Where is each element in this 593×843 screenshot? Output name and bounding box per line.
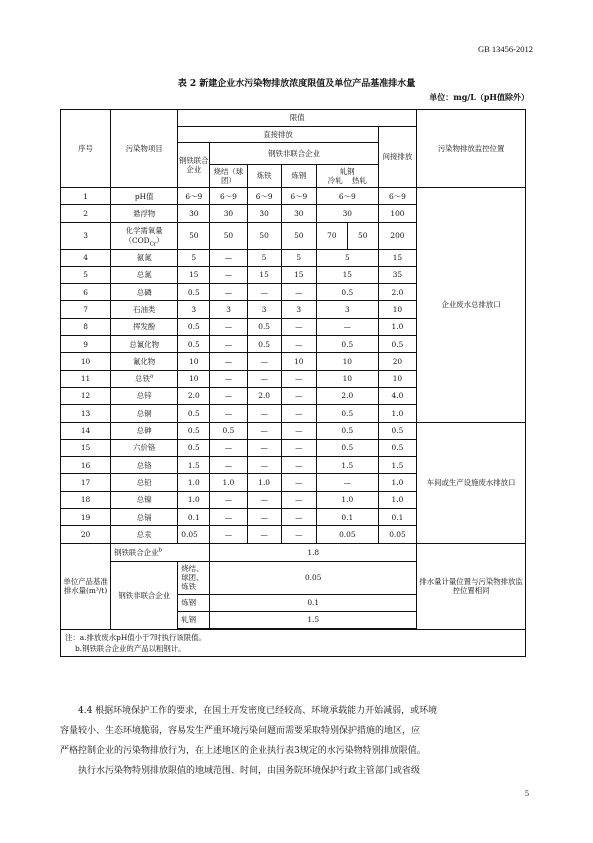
table-cell: — xyxy=(247,353,281,370)
standard-code: GB 13456-2012 xyxy=(477,44,533,54)
table-cell: — xyxy=(247,457,281,474)
table-notes xyxy=(61,629,526,656)
table-cell: — xyxy=(210,284,247,301)
table-cell: 3 xyxy=(178,301,210,318)
table-cell: 15 xyxy=(281,266,316,283)
table-cell: 5 xyxy=(316,249,378,266)
table-cell: — xyxy=(281,474,316,491)
pollutant-name: 氟化物 xyxy=(111,353,178,370)
table-cell: 0.5 xyxy=(316,284,378,301)
pollutant-name: 总砷 xyxy=(111,422,178,439)
table-cell: 0.5 xyxy=(378,336,416,353)
table-cell: 50 xyxy=(210,222,247,249)
table-cell: 6～9 xyxy=(178,188,210,205)
pollutant-name: 总铬 xyxy=(111,457,178,474)
table-cell: 10 xyxy=(281,353,316,370)
table-cell: 5 xyxy=(281,249,316,266)
table-cell: — xyxy=(247,370,281,387)
table-cell: 3 xyxy=(247,301,281,318)
table-cell: 0.5 xyxy=(378,422,416,439)
table-cell: 1.0 xyxy=(210,474,247,491)
table-cell: 10 xyxy=(178,353,210,370)
table-cell: 2.0 xyxy=(378,284,416,301)
page-number: 5 xyxy=(525,789,529,798)
table-cell: 15 xyxy=(316,266,378,283)
header-indirect: 间接排放 xyxy=(378,127,416,188)
table-cell: 0.5 xyxy=(178,439,210,456)
table-row xyxy=(61,422,526,439)
table-cell: — xyxy=(281,336,316,353)
header-limit: 限值 xyxy=(178,110,417,127)
header-hot: 热轧 xyxy=(352,176,367,185)
table-cell: 3 xyxy=(210,301,247,318)
table-cell: 14 xyxy=(61,422,111,439)
body-line: 执行水污染物特别排放限值的地域范围、时间，由国务院环境保护行政主管部门或省级 xyxy=(78,766,421,776)
table-cell: 18 xyxy=(61,491,111,508)
pollutant-name: 总铜 xyxy=(111,405,178,422)
table-cell: 8 xyxy=(61,318,111,335)
table-cell: 0.5 xyxy=(378,439,416,456)
pollutant-name: 石油类 xyxy=(111,301,178,318)
table-cell: — xyxy=(210,405,247,422)
table-cell: 6～9 xyxy=(378,188,416,205)
table-cell: 30 xyxy=(247,205,281,222)
table-cell: 20 xyxy=(378,353,416,370)
table-cell: 10 xyxy=(378,370,416,387)
table-cell: 13 xyxy=(61,405,111,422)
table-cell: 1.0 xyxy=(178,474,210,491)
table-cell: 0.5 xyxy=(247,318,281,335)
header-steelmaking: 炼钢 xyxy=(281,165,316,188)
table-cell: 1.0 xyxy=(378,405,416,422)
pollutant-name: 悬浮物 xyxy=(111,205,178,222)
table-cell: — xyxy=(210,266,247,283)
table-cell: 6～9 xyxy=(316,188,378,205)
table-cell: — xyxy=(210,249,247,266)
table-cell: 0.5 xyxy=(316,422,378,439)
table-cell: 0.5 xyxy=(210,422,247,439)
table-cell: — xyxy=(281,526,316,543)
table-cell: — xyxy=(281,318,316,335)
table-cell: 6～9 xyxy=(210,188,247,205)
table-cell: — xyxy=(281,405,316,422)
table-cell: 20 xyxy=(61,526,111,543)
table-cell: 10 xyxy=(61,353,111,370)
pollutant-name: 总镍 xyxy=(111,491,178,508)
table-cell: — xyxy=(247,405,281,422)
table-cell: 100 xyxy=(378,205,416,222)
pollutant-name: 总铁$^a$ xyxy=(111,370,178,387)
drainage-non-combined-label: 钢铁非联合企业 xyxy=(111,561,178,629)
table-cell: — xyxy=(281,457,316,474)
table-cell: 5 xyxy=(178,249,210,266)
monitor-location-drainage: 排水量计量位置与污染物排放监控位置相同 xyxy=(417,543,526,629)
table-cell: 5 xyxy=(247,249,281,266)
monitor-location-total: 企业废水总排放口 xyxy=(417,188,526,423)
table-cell: 2.0 xyxy=(247,387,281,404)
table-cell: 1.0 xyxy=(316,491,378,508)
body-line: 严格控制企业的污染物排放行为，在上述地区的企业执行表3规定的水污染物特别排放限值。 xyxy=(60,746,426,756)
table-cell: — xyxy=(210,336,247,353)
header-cold: 冷轧 xyxy=(327,176,343,185)
clause-4-4 xyxy=(60,707,530,787)
table-cell: 50 xyxy=(247,222,281,249)
table-cell: — xyxy=(281,422,316,439)
table-cell: 6～9 xyxy=(247,188,281,205)
table-cell: — xyxy=(210,509,247,526)
table-cell: 10 xyxy=(316,370,378,387)
table-cell: — xyxy=(210,491,247,508)
pollutant-name: 六价铬 xyxy=(111,439,178,456)
table-unit: 单位：mg/L（pH值除外） xyxy=(429,92,529,102)
header-rolling xyxy=(316,165,378,188)
header-monitor: 污染物排放监控位置 xyxy=(417,110,526,188)
pollutant-name: 总镉 xyxy=(111,509,178,526)
table-cell: — xyxy=(210,387,247,404)
table-cell: 2 xyxy=(61,205,111,222)
table-cell: 30 xyxy=(316,205,378,222)
table-cell: 3 xyxy=(61,222,111,249)
header-non-combined: 钢铁非联合企业 xyxy=(210,143,378,165)
table-cell: 0.1 xyxy=(378,509,416,526)
table-cell: 0.5 xyxy=(316,336,378,353)
header-seq: 序号 xyxy=(61,110,111,188)
table-cell: — xyxy=(281,509,316,526)
header-ironmaking: 炼铁 xyxy=(247,165,281,188)
table-cell: 1.5 xyxy=(316,457,378,474)
drainage-sub1-label: 烧结、球团、炼铁 xyxy=(178,561,210,594)
table-cell: — xyxy=(210,457,247,474)
table-cell: — xyxy=(281,439,316,456)
table-row xyxy=(61,188,526,205)
table-cell: — xyxy=(247,509,281,526)
table-cell: — xyxy=(210,318,247,335)
table-cell: 1.0 xyxy=(178,491,210,508)
table-cell: 10 xyxy=(316,353,378,370)
table-cell: 50 xyxy=(347,222,378,249)
table-cell: 15 xyxy=(378,249,416,266)
pollutant-name: 总铅 xyxy=(111,474,178,491)
drainage-label: 单位产品基准排水量(m³/t) xyxy=(61,543,111,629)
pollutant-name: 总氮 xyxy=(111,266,178,283)
table-cell: 200 xyxy=(378,222,416,249)
notes-row xyxy=(61,629,526,656)
table-cell: — xyxy=(281,491,316,508)
pollutant-name: 氨氮 xyxy=(111,249,178,266)
drainage-sub3-label: 轧钢 xyxy=(178,611,210,628)
table-cell: 1.5 xyxy=(178,457,210,474)
pollutant-name: 挥发酚 xyxy=(111,318,178,335)
header-rolling-label: 轧钢 xyxy=(339,166,355,176)
drainage-sub1-value: 0.05 xyxy=(210,561,417,594)
table-cell: 0.5 xyxy=(178,405,210,422)
table-cell: — xyxy=(247,284,281,301)
table-cell: 0.5 xyxy=(316,439,378,456)
table-cell: 0.5 xyxy=(178,422,210,439)
table-cell: 35 xyxy=(378,266,416,283)
body-line: 4.4 根据环境保护工作的要求，在国土开发密度已经较高、环境承载能力开始减弱，或环境 xyxy=(78,706,438,716)
table-cell: 1.0 xyxy=(378,491,416,508)
table-cell: 5 xyxy=(61,266,111,283)
table-cell: — xyxy=(247,422,281,439)
note-b: b.钢铁联合企业的产品以粗钢计。 xyxy=(75,643,186,653)
table-cell: 0.5 xyxy=(178,336,210,353)
table-cell: 0.5 xyxy=(178,318,210,335)
table-cell: 1.0 xyxy=(378,474,416,491)
table-cell: 17 xyxy=(61,474,111,491)
table-cell: 10 xyxy=(378,301,416,318)
header-direct: 直接排放 xyxy=(178,127,378,143)
table-cell: 1.5 xyxy=(378,457,416,474)
table-cell: 50 xyxy=(178,222,210,249)
table-cell: 15 xyxy=(61,439,111,456)
table-cell: — xyxy=(210,370,247,387)
table-cell: 12 xyxy=(61,387,111,404)
note-a: 注：a.排放废水pH值小于7时执行该限值。 xyxy=(65,632,206,642)
pollutant-name: 总氰化物 xyxy=(111,336,178,353)
drainage-sub3-value: 1.5 xyxy=(210,611,417,628)
table-cell: 1.0 xyxy=(247,474,281,491)
table-cell: 6 xyxy=(61,284,111,301)
table-cell: 9 xyxy=(61,336,111,353)
table-cell: 1.0 xyxy=(378,318,416,335)
limits-table xyxy=(60,109,526,657)
pollutant-name: 化学需氧量 $(COD_{Cr})$ xyxy=(111,222,178,249)
table-cell: 30 xyxy=(178,205,210,222)
table-cell: — xyxy=(247,439,281,456)
header-combined: 钢铁联合企业 xyxy=(178,143,210,188)
drainage-combined-value: 1.8 xyxy=(210,543,417,561)
table-cell: 0.05 xyxy=(316,526,378,543)
table-cell: 4.0 xyxy=(378,387,416,404)
table-cell: 30 xyxy=(210,205,247,222)
monitor-location-workshop: 车间或生产设施废水排放口 xyxy=(417,422,526,543)
table-cell: 19 xyxy=(61,509,111,526)
table-cell: 0.05 xyxy=(378,526,416,543)
table-cell: 70 xyxy=(316,222,347,249)
table-cell: 3 xyxy=(316,301,378,318)
drainage-combined-label: 钢铁联合企业$^b$ xyxy=(111,543,210,561)
table-cell: — xyxy=(247,491,281,508)
table-cell: 7 xyxy=(61,301,111,318)
table-cell: 6～9 xyxy=(281,188,316,205)
pollutant-name: pH值 xyxy=(111,188,178,205)
table-cell: 10 xyxy=(178,370,210,387)
table-cell: 0.5 xyxy=(178,284,210,301)
drainage-sub2-label: 炼钢 xyxy=(178,594,210,611)
table-cell: — xyxy=(247,526,281,543)
pollutant-name: 总锌 xyxy=(111,387,178,404)
pollutant-name: 总磷 xyxy=(111,284,178,301)
table-cell: 2.0 xyxy=(178,387,210,404)
table-cell: — xyxy=(210,439,247,456)
table-cell: 15 xyxy=(178,266,210,283)
drainage-sub2-value: 0.1 xyxy=(210,594,417,611)
drainage-row-combined xyxy=(61,543,526,561)
header-row-1 xyxy=(61,110,526,127)
table-cell: — xyxy=(210,526,247,543)
table-cell: 2.0 xyxy=(316,387,378,404)
table-cell: — xyxy=(316,318,378,335)
table-cell: 50 xyxy=(281,222,316,249)
table-cell: 4 xyxy=(61,249,111,266)
table-cell: 0.5 xyxy=(316,405,378,422)
table-cell: — xyxy=(281,387,316,404)
table-cell: — xyxy=(281,370,316,387)
table-cell: 0.1 xyxy=(178,509,210,526)
table-cell: — xyxy=(210,353,247,370)
pollutant-name: 总汞 xyxy=(111,526,178,543)
table-cell: 0.05 xyxy=(178,526,210,543)
table-cell: 3 xyxy=(281,301,316,318)
header-item: 污染物项目 xyxy=(111,110,178,188)
table-cell: 0.1 xyxy=(316,509,378,526)
table-title: 表 2 新建企业水污染物排放浓度限值及单位产品基准排水量 xyxy=(177,79,416,89)
header-sinter: 烧结（球团） xyxy=(210,165,247,188)
table-cell: 1 xyxy=(61,188,111,205)
table-cell: 30 xyxy=(281,205,316,222)
table-cell: 0.5 xyxy=(247,336,281,353)
body-line: 容量较小、生态环境脆弱，容易发生严重环境污染问题而需要采取特别保护措施的地区，应 xyxy=(60,726,421,736)
table-cell: 15 xyxy=(247,266,281,283)
table-cell: — xyxy=(281,284,316,301)
table-cell: — xyxy=(316,474,378,491)
table-cell: 11 xyxy=(61,370,111,387)
table-cell: 16 xyxy=(61,457,111,474)
